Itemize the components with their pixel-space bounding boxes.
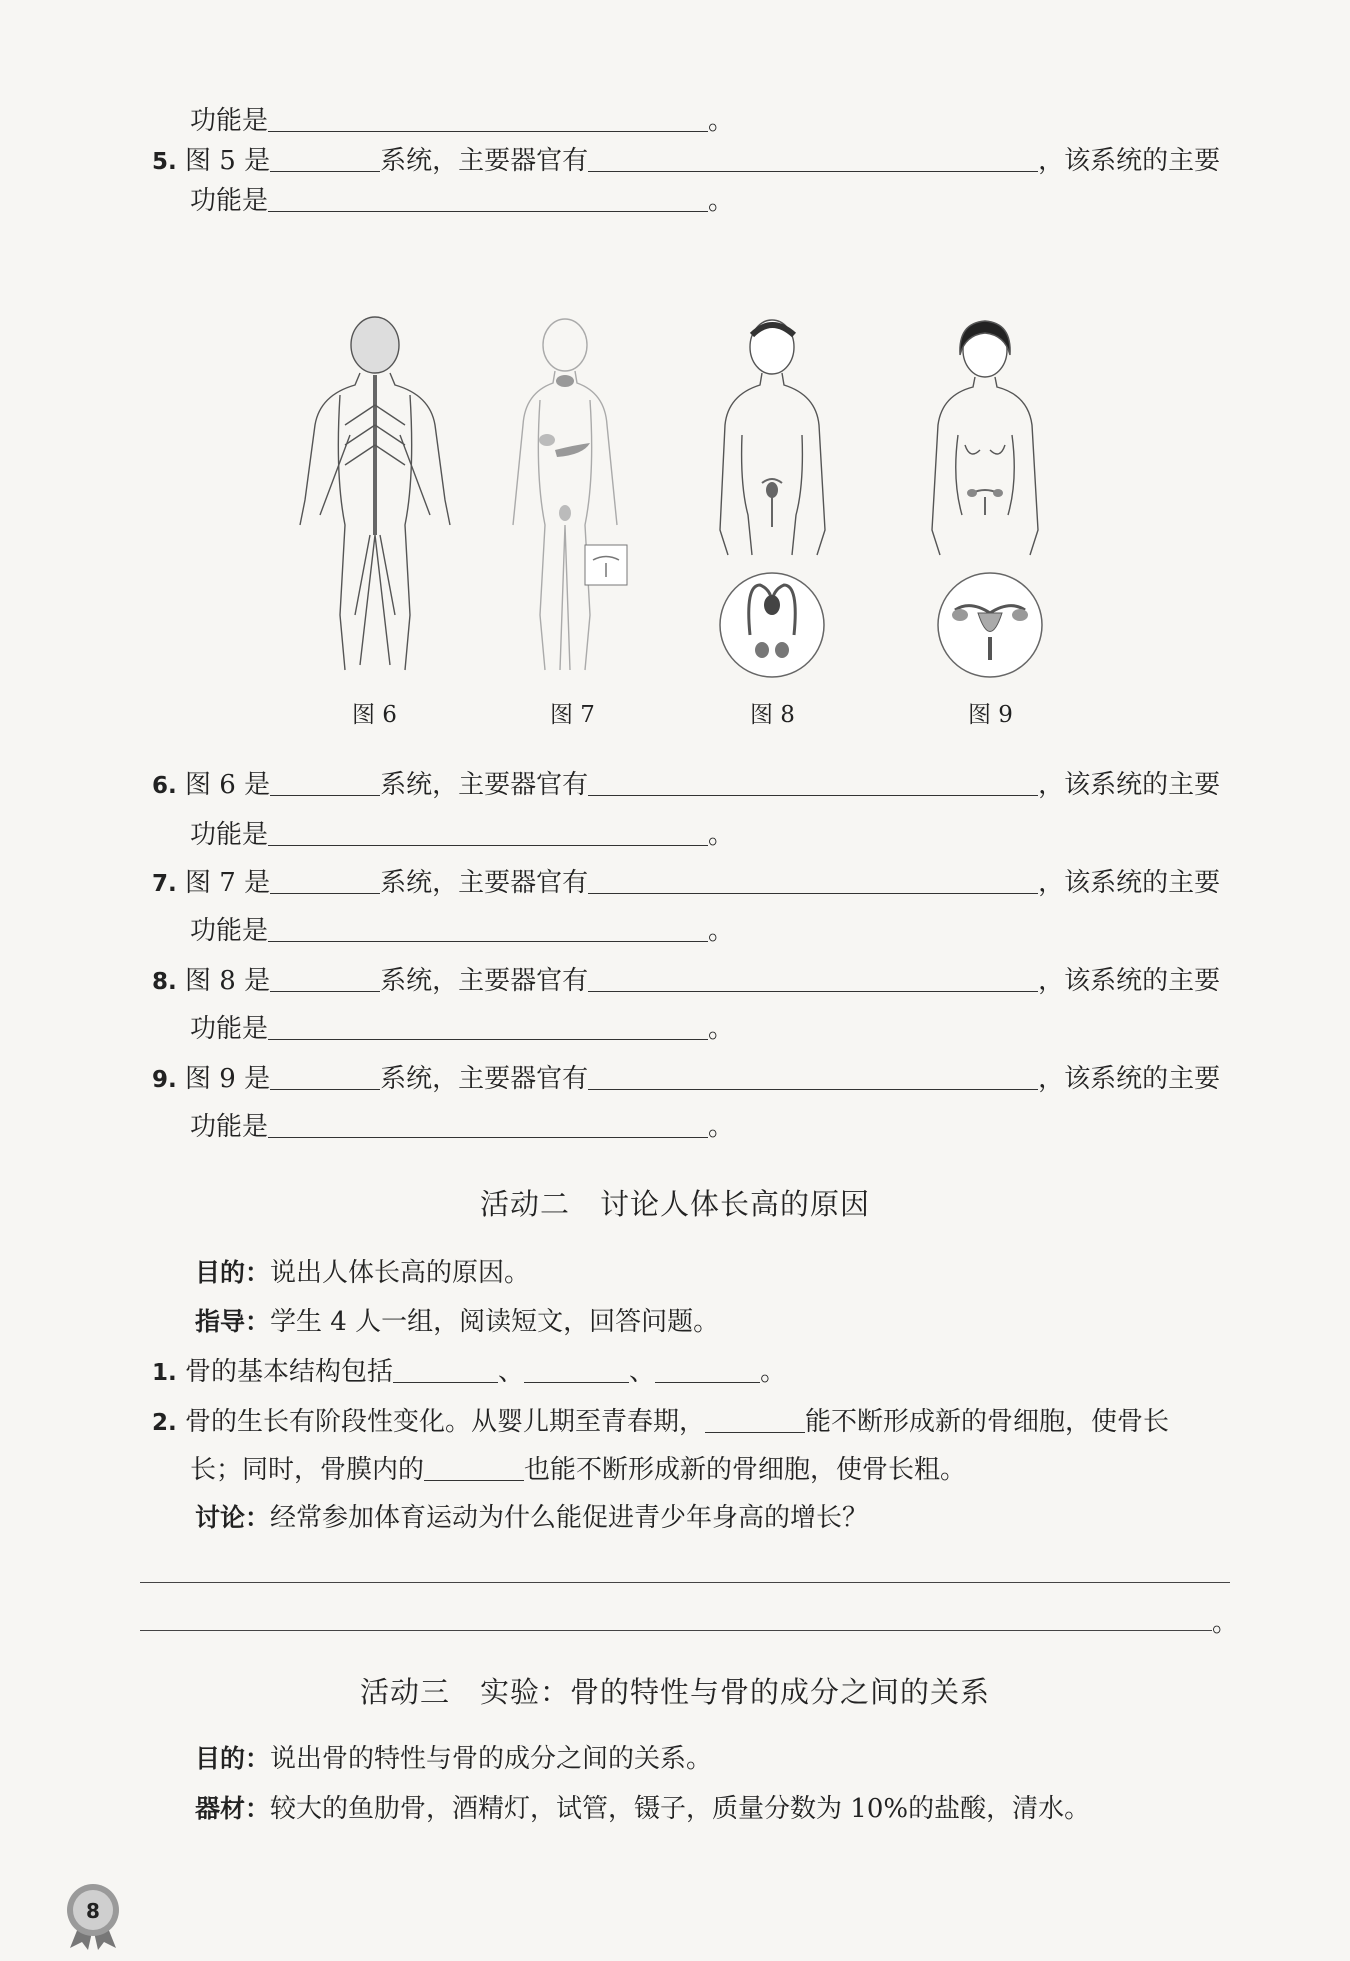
organs-blank[interactable] [588,869,1038,894]
purpose-label: 目的： [195,1258,271,1287]
question-post: ，该系统的主要 [1038,1064,1221,1094]
period: 。 [708,106,735,136]
question-number: 1. [152,1360,177,1386]
period: 。 [708,1112,735,1142]
func-label: 功能是 [190,186,269,216]
question-5 [152,144,1220,179]
figure-caption-8: 图 8 [750,702,795,728]
organs-blank[interactable] [588,147,1038,172]
nervous-system-figure [290,315,460,680]
system-blank[interactable] [270,869,380,894]
period: 。 [708,820,735,850]
func-line-4 [190,104,734,138]
func-line-5 [190,184,734,218]
organs-blank[interactable] [588,1065,1038,1090]
system-blank[interactable] [270,967,380,992]
func-label: 功能是 [190,106,269,136]
period: 。 [708,916,735,946]
activity-2-guide [195,1305,719,1339]
activity-2-question-1 [152,1355,786,1390]
question-text: 长；同时，骨膜内的 [190,1455,425,1485]
endocrine-system-figure [505,315,635,680]
activity-2-discussion [195,1501,868,1535]
page-number-badge [58,1880,128,1950]
figure-caption-7: 图 7 [550,702,595,728]
question-number: 7. [152,871,177,897]
function-blank[interactable] [268,917,708,942]
purpose-label: 目的： [195,1744,271,1773]
guide-text: 学生 4 人一组，阅读短文，回答问题。 [270,1307,720,1337]
system-blank[interactable] [270,147,380,172]
question-text: 能不断形成新的骨细胞，使骨长 [805,1407,1170,1437]
system-blank[interactable] [270,771,380,796]
function-blank[interactable] [268,1015,708,1040]
function-blank[interactable] [268,821,708,846]
answer-blank[interactable] [424,1456,524,1481]
answer-blank[interactable] [393,1358,498,1383]
func-line-6 [190,818,734,852]
question-prefix: 图 7 是 [185,868,271,898]
activity-2-question-2-cont [190,1453,966,1487]
figure-caption-6: 图 6 [352,702,397,728]
question-post: ，该系统的主要 [1038,868,1221,898]
purpose-text: 说出骨的特性与骨的成分之间的关系。 [270,1744,713,1774]
guide-label: 指导： [195,1307,271,1336]
activity-2-purpose [195,1256,530,1290]
func-label: 功能是 [190,1014,269,1044]
func-label: 功能是 [190,1112,269,1142]
male-reproductive-figure [700,315,845,680]
question-prefix: 图 5 是 [185,146,271,176]
func-label: 功能是 [190,820,269,850]
period: 。 [1212,1608,1239,1638]
question-mid: 系统，主要器官有 [380,770,589,800]
func-line-7 [190,914,734,948]
separator: 、 [629,1357,656,1387]
question-text: 也能不断形成新的骨细胞，使骨长粗。 [524,1455,967,1485]
period: 。 [760,1357,787,1387]
activity-3-purpose [195,1742,712,1776]
activity-2-question-2 [152,1405,1169,1440]
question-mid: 系统，主要器官有 [380,1064,589,1094]
answer-line[interactable] [140,1582,1230,1583]
purpose-text: 说出人体长高的原因。 [270,1258,531,1288]
page-number: 8 [86,1899,100,1923]
question-number: 2. [152,1410,177,1436]
activity-3-materials [195,1792,1090,1826]
question-number: 9. [152,1067,177,1093]
figure-caption-9: 图 9 [968,702,1013,728]
question-text: 骨的基本结构包括 [185,1357,394,1387]
answer-line[interactable] [140,1630,1212,1631]
question-number: 8. [152,969,177,995]
question-mid: 系统，主要器官有 [380,868,589,898]
question-number: 5. [152,149,177,175]
female-reproductive-figure [910,315,1060,680]
question-prefix: 图 6 是 [185,770,271,800]
function-blank[interactable] [268,1113,708,1138]
question-prefix: 图 9 是 [185,1064,271,1094]
discussion-label: 讨论： [195,1503,271,1532]
question-post: ，该系统的主要 [1038,770,1221,800]
answer-blank[interactable] [268,107,708,132]
discussion-text: 经常参加体育运动为什么能促进青少年身高的增长？ [270,1503,869,1533]
question-9 [152,1062,1220,1097]
materials-label: 器材： [195,1794,271,1823]
func-line-9 [190,1110,734,1144]
question-post: ，该系统的主要 [1038,146,1221,176]
func-line-8 [190,1012,734,1046]
activity-3-title: 活动三 实验：骨的特性与骨的成分之间的关系 [359,1675,990,1709]
organs-blank[interactable] [588,771,1038,796]
function-blank[interactable] [268,187,708,212]
system-blank[interactable] [270,1065,380,1090]
materials-text: 较大的鱼肋骨，酒精灯，试管，镊子，质量分数为 10%的盐酸，清水。 [270,1794,1091,1824]
question-8 [152,964,1220,999]
question-mid: 系统，主要器官有 [380,146,589,176]
period: 。 [708,1014,735,1044]
answer-blank[interactable] [705,1408,805,1433]
separator: 、 [498,1357,525,1387]
func-label: 功能是 [190,916,269,946]
answer-blank[interactable] [655,1358,760,1383]
question-7 [152,866,1220,901]
activity-2-title: 活动二 讨论人体长高的原因 [479,1187,870,1221]
question-text: 骨的生长有阶段性变化。从婴儿期至青春期， [185,1407,706,1437]
organs-blank[interactable] [588,967,1038,992]
period: 。 [708,186,735,216]
question-post: ，该系统的主要 [1038,966,1221,996]
question-prefix: 图 8 是 [185,966,271,996]
answer-blank[interactable] [524,1358,629,1383]
question-number: 6. [152,773,177,799]
question-6 [152,768,1220,803]
question-mid: 系统，主要器官有 [380,966,589,996]
